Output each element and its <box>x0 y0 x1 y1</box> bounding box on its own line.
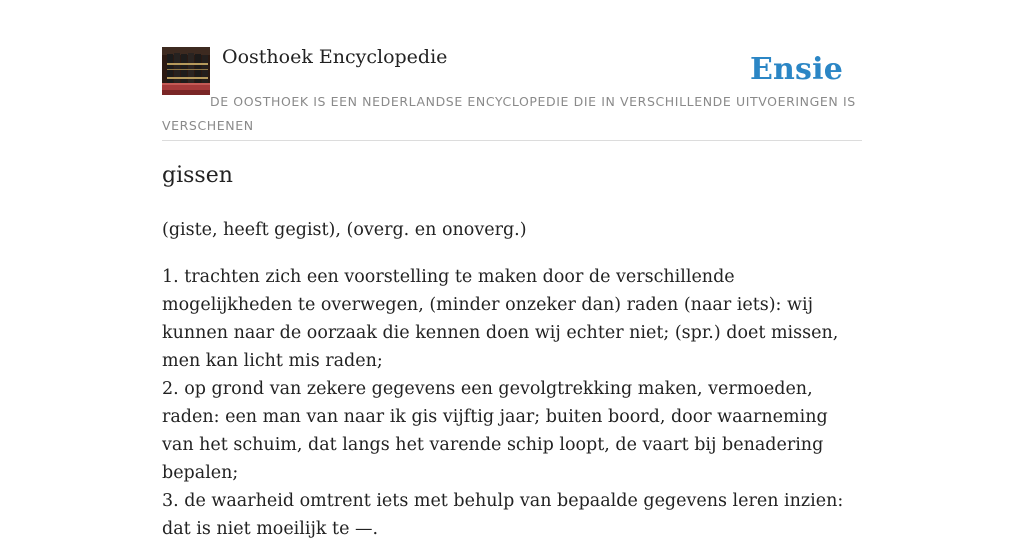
brand-logo[interactable]: Ensie <box>749 52 843 87</box>
definition-item: 1. trachten zich een voorstelling te maken door de verschillende mogelijkheden te overwegen, (minder onzeker dan) raden (naar iets): wij kunnen naar de oorzaak die kennen doen wij echter niet; (spr.) doet missen, men kan licht mis raden; <box>162 267 839 371</box>
definition-item: 3. de waarheid omtrent iets met behulp van bepaalde gegevens leren inzien: dat is niet moeilijk te —. <box>162 491 844 539</box>
bookshelf-icon <box>162 47 210 95</box>
page <box>162 0 862 539</box>
header <box>162 0 862 141</box>
site-title[interactable]: Oosthoek Encyclopedie <box>222 46 448 68</box>
entry-title: gissen <box>162 163 233 188</box>
entry-grammar: (giste, heeft gegist), (overg. en onoverg.) <box>162 220 527 240</box>
definition-item: 2. op grond van zekere gegevens een gevolgtrekking maken, vermoeden, raden: een man van naar ik gis vijftig jaar; buiten boord, door waarneming van het schuim, dat langs het varende schip loopt, de vaart bij benadering bepalen; <box>162 379 828 483</box>
entry-definitions <box>162 263 862 543</box>
encyclopedia-avatar[interactable] <box>162 47 210 95</box>
tagline: DE OOSTHOEK IS EEN NEDERLANDSE ENCYCLOPEDIE DIE IN VERSCHILLENDE UITVOERINGEN IS VERSCHENEN <box>162 94 856 133</box>
